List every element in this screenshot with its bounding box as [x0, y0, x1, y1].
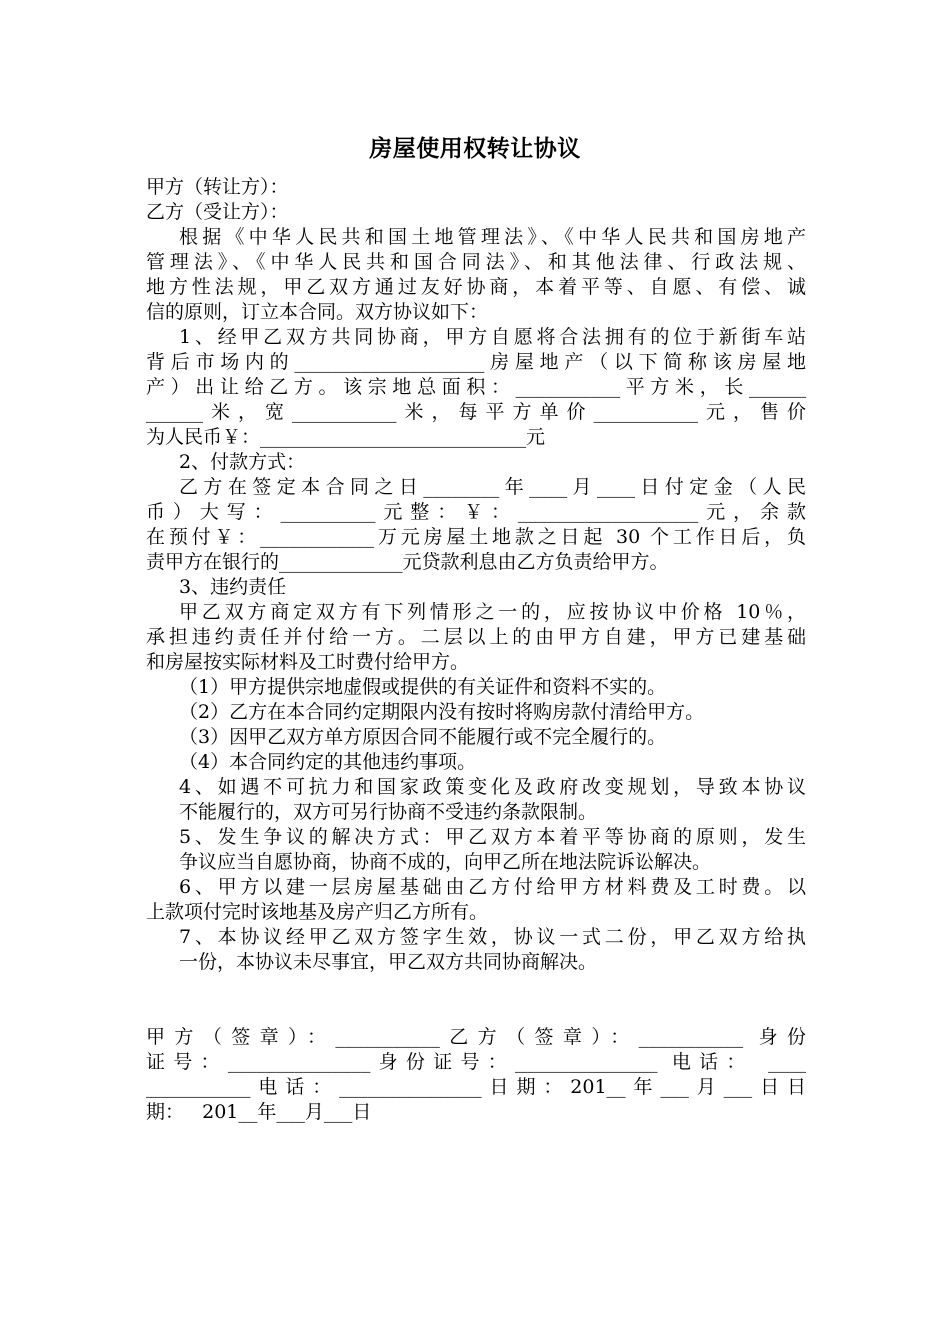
clause-3-item: （4）本合同约定的其他违约事项。 [179, 751, 477, 773]
clause-1-line: ______米，宽___________米，每平方单价___________元，售价 [146, 401, 806, 423]
clause-3-item: （3）因甲乙双方单方原因合同不能履行或不完全履行的。 [179, 726, 667, 748]
preamble-line: 地方性法规，甲乙双方通过友好协商，本着平等、自愿、有偿、诚 [146, 276, 806, 298]
clause-4-line: 不能履行的，双方可另行协商不受违约条款限制。 [179, 801, 598, 823]
party-b-line: 乙方（受让方）： [146, 201, 289, 223]
signature-line: 甲方（签章）：___________乙方（签章）：___________ 身份 [146, 1026, 806, 1048]
preamble-line: 信的原则，订立本合同。双方协议如下： [146, 301, 489, 323]
clause-1-line: 1、经甲乙双方共同协商，甲方自愿将合法拥有的位于新街车站 [179, 326, 806, 348]
clause-6-line: 6、甲方以建一层房屋基础由乙方付给甲方材料费及工时费。以 [179, 876, 806, 898]
clause-2-line: 乙方在签定本合同之日________年____月____日付定金（人民 [179, 476, 806, 498]
clause-3-line: 承担违约责任并付给一方。二层以上的由甲方自建，甲方已建基础 [146, 626, 806, 648]
document-title: 房屋使用权转让协议 [369, 136, 581, 162]
clause-3-heading: 3、违约责任 [179, 576, 287, 598]
clause-2-line: 在预付￥：____________万元房屋土地款之日起 30 个工作日后，负 [146, 526, 806, 548]
clause-5-line: 争议应当自愿协商，协商不成的，向甲乙所在地法院诉讼解决。 [179, 851, 712, 873]
clause-7-line: 一份，本协议未尽事宜，甲乙双方共同协商解决。 [179, 951, 598, 973]
signature-line: 期： 201__年___月___日 [146, 1101, 372, 1123]
clause-4-line: 4、如遇不可抗力和国家政策变化及政府改变规划，导致本协议 [179, 776, 806, 798]
preamble-line: 根据《中华人民共和国土地管理法》、《中华人民共和国房地产 [179, 226, 806, 248]
clause-2-heading: 2、付款方式： [179, 451, 306, 473]
clause-2-line: 币）大写：__________元整：￥：___________________元，余款 [146, 501, 806, 523]
clause-6-line: 上款项付完时该地基及房产归乙方所有。 [146, 901, 489, 923]
clause-3-item: （1）甲方提供宗地虚假或提供的有关证件和资料不实的。 [179, 676, 667, 698]
clause-1-line: 产）出让给乙方。该宗地总面积：___________平方米，长______ [146, 376, 806, 398]
clause-2-line: 责甲方在银行的_____________元贷款利息由乙方负责给甲方。 [146, 551, 669, 573]
signature-line: ___________电话：_______________日期：201__年___月___日日 [146, 1076, 806, 1098]
clause-5-line: 5、发生争议的解决方式：甲乙双方本着平等协商的原则，发生 [179, 826, 806, 848]
clause-1-line: 为人民币￥：____________________________元 [146, 426, 546, 448]
party-a-line: 甲方（转让方）： [146, 176, 289, 198]
signature-line: 证号：_______________身份证号：_______________ 电话： ____ [146, 1051, 806, 1073]
clause-3-line: 甲乙双方商定双方有下列情形之一的，应按协议中价格 10％， [179, 601, 806, 623]
clause-3-line: 和房屋按实际材料及工时费付给甲方。 [146, 651, 470, 673]
clause-3-item: （2）乙方在本合同约定期限内没有按时将购房款付清给甲方。 [179, 701, 705, 723]
preamble-line: 管理法》、《中华人民共和国合同法》、和其他法律、行政法规、 [146, 251, 806, 273]
clause-7-line: 7、本协议经甲乙双方签字生效，协议一式二份，甲乙双方给执 [179, 926, 806, 948]
clause-1-line: 背后市场内的____________________房屋地产（以下简称该房屋地 [146, 351, 806, 373]
